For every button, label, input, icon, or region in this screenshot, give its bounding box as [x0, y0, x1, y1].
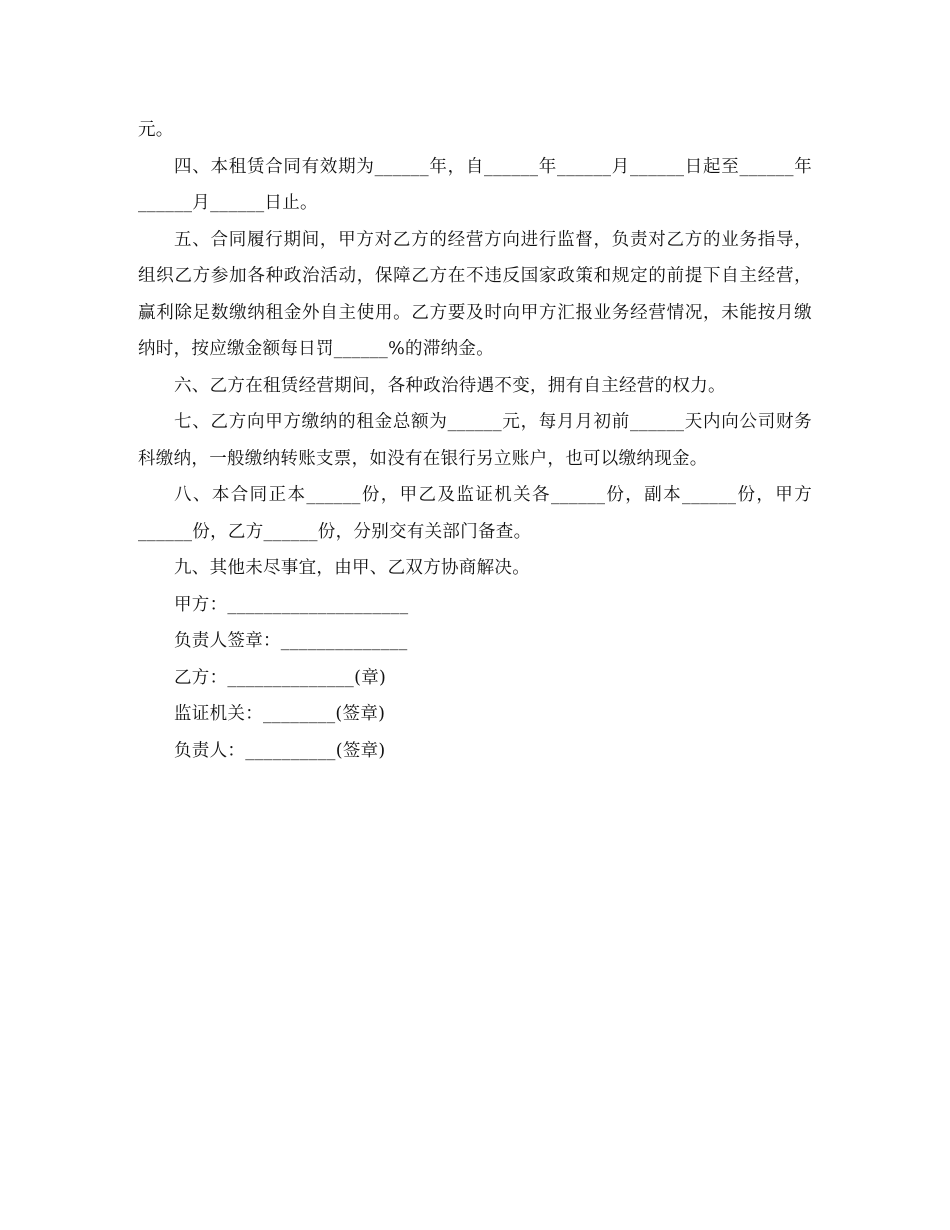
- paragraph-clause-6-rights: 六、乙方在租赁经营期间，各种政治待遇不变，拥有自主经营的权力。: [174, 375, 726, 396]
- signature-supervisor: 监证机关：________(签章): [174, 704, 386, 724]
- signature-responsible-seal: 负责人签章：______________: [174, 631, 408, 651]
- paragraph-clause-4-term: 四、本租赁合同有效期为______年，自______年______月______日起至______年______月______日止。: [138, 156, 812, 213]
- paragraph-clause-7-rent: 七、乙方向甲方缴纳的租金总额为______元，每月月初前______天内向公司财务科缴纳，一般缴纳转账支票，如没有在银行另立账户，也可以缴纳现金。: [138, 412, 812, 469]
- signature-party-a: 甲方：____________________: [174, 594, 409, 615]
- paragraph-continuation: 元。: [138, 120, 174, 140]
- contract-body: [138, 112, 812, 769]
- paragraph-clause-9-other: 九、其他未尽事宜，由甲、乙双方协商解决。: [174, 558, 530, 578]
- signature-party-b: 乙方：______________(章): [174, 667, 387, 688]
- paragraph-clause-8-copies: 八、本合同正本______份，甲乙及监证机关各______份，副本______份，甲方______份，乙方______份，分别交有关部门备查。: [138, 485, 812, 542]
- signature-responsible: 负责人：__________(签章): [174, 740, 386, 761]
- paragraph-clause-5-supervision: 五、合同履行期间，甲方对乙方的经营方向进行监督，负责对乙方的业务指导，组织乙方参加各种政治活动，保障乙方在不违反国家政策和规定的前提下自主经营，赢利除足数缴纳租金外自主使用。乙方要及时向甲方汇报业务经营情况，未能按月缴纳时，按应缴金额每日罚______%的滞纳金。: [138, 229, 812, 359]
